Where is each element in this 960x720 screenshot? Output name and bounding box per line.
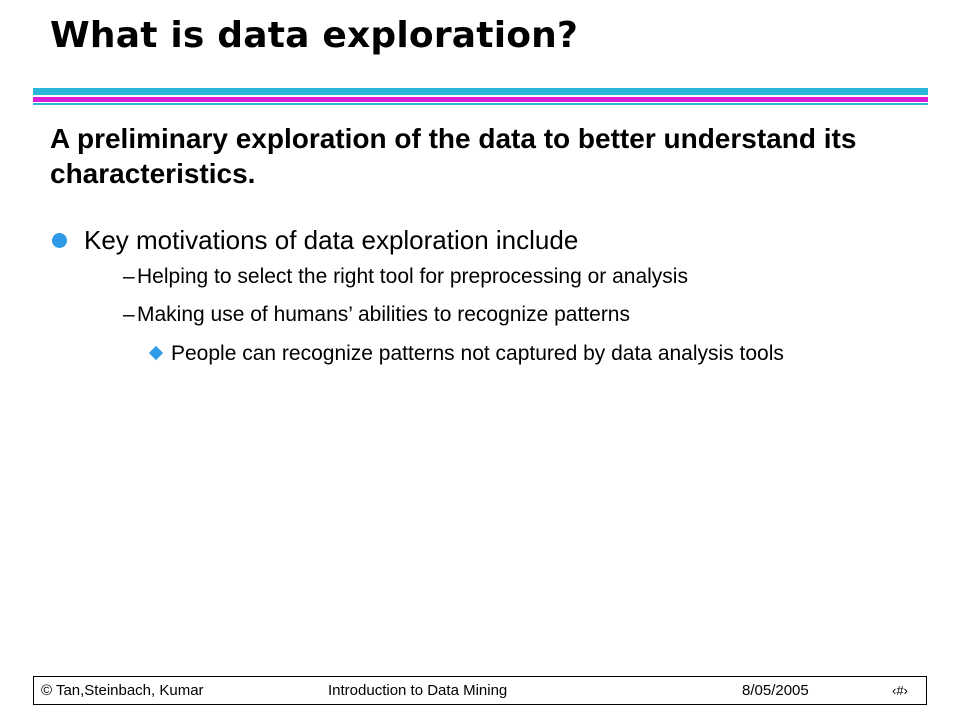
sub-item-text: Making use of humans’ abilities to recognize patterns: [137, 303, 630, 326]
sub-sub-item-patterns: [146, 340, 906, 368]
slide-footer: [33, 676, 927, 705]
dash-icon: –: [123, 303, 135, 326]
dash-icon: –: [123, 265, 135, 288]
sub-item-select-tool: [123, 264, 923, 290]
title-divider-cyan-top: [33, 88, 928, 95]
diamond-bullet-icon: [149, 346, 163, 360]
sub-sub-item-text: People can recognize patterns not captured by data analysis tools: [171, 342, 784, 365]
title-divider-cyan-bottom: [33, 103, 928, 105]
footer-page-number: ‹#›: [892, 683, 908, 698]
title-divider-magenta: [33, 97, 928, 102]
footer-date: 8/05/2005: [742, 682, 809, 699]
sub-item-text: Helping to select the right tool for preprocessing or analysis: [137, 265, 688, 288]
bullet-dot-icon: [52, 233, 67, 248]
bullet-text: Key motivations of data exploration include: [84, 225, 579, 255]
slide-title: What is data exploration?: [50, 15, 579, 56]
bullet-item-motivations: [50, 224, 910, 256]
footer-course: Introduction to Data Mining: [328, 682, 508, 699]
slide-subtitle: A preliminary exploration of the data to better understand its characteristics.: [50, 123, 857, 189]
sub-item-human-abilities: [123, 302, 923, 328]
footer-authors: © Tan,Steinbach, Kumar: [41, 682, 204, 699]
